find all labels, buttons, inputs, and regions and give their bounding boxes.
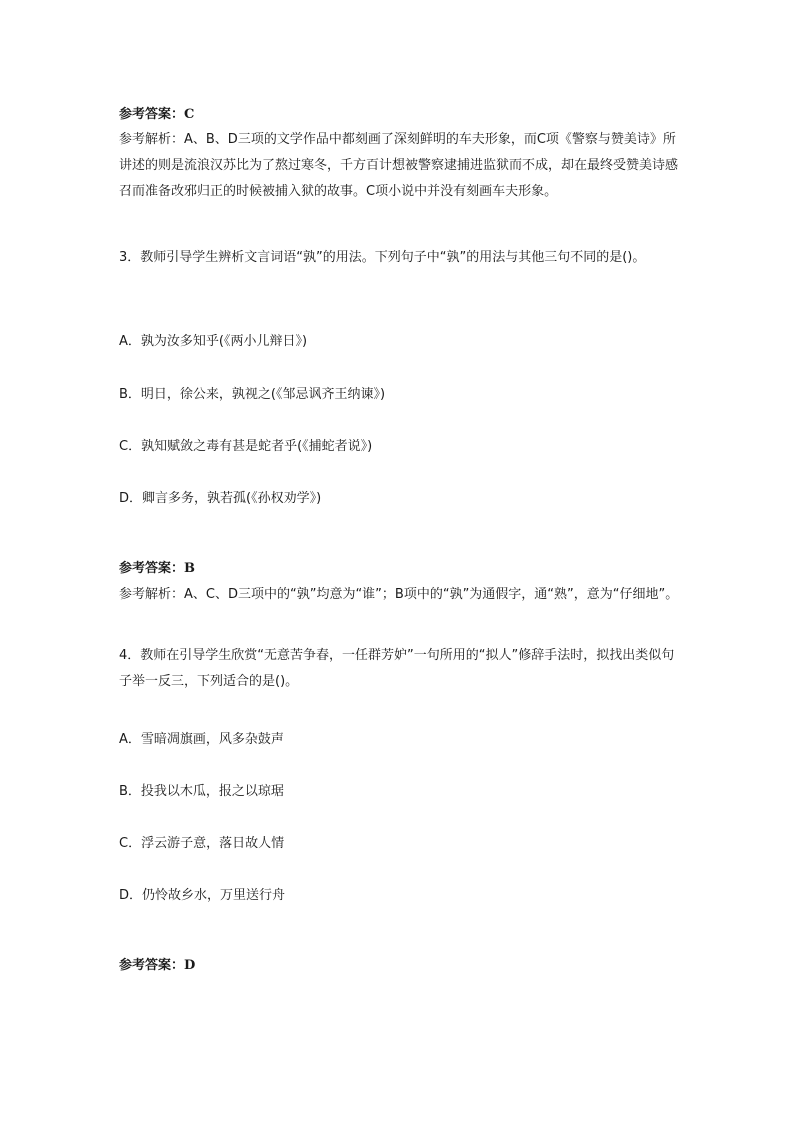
q4-option-a: A．雪暗凋旗画，风多杂鼓声: [119, 732, 284, 747]
q4-option-b: B．投我以木瓜，报之以琼琚: [119, 784, 284, 799]
q4-option-d: D．仍怜故乡水，万里送行舟: [119, 888, 286, 903]
question-4-stem: 4．教师在引导学生欣赏“无意苦争春，一任群芳妒”一句所用的“拟人”修辞手法时，拟找出类似句子举一反三，下列适合的是()。: [119, 648, 675, 689]
answer-q4: 参考答案：D: [119, 958, 196, 973]
q4-option-c: C．浮云游子意，落日故人情: [119, 836, 285, 851]
q3-option-d: D．卿言多务，孰若孤(《孙权劝学》): [119, 491, 322, 506]
analysis-q2: 参考解析：A、B、D三项的文学作品中都刻画了深刻鲜明的车夫形象，而C项《警察与赞美诗》所讲述的则是流浪汉苏比为了熬过寒冬，千方百计想被警察逮捕进监狱而不成，却在最终受赞美诗感召而准备改邪归正的时候被捕入狱的故事。C项小说中并没有刻画车夫形象。: [119, 132, 679, 199]
q3-option-b: B．明日，徐公来，孰视之(《邹忌讽齐王纳谏》): [119, 387, 386, 402]
q3-option-c: C．孰知赋敛之毒有甚是蛇者乎(《捕蛇者说》): [119, 439, 373, 454]
question-3-stem: 3．教师引导学生辨析文言词语“孰”的用法。下列句子中“孰”的用法与其他三句不同的是()。: [119, 250, 646, 265]
analysis-q3: 参考解析：A、C、D三项中的“孰”均意为“谁”；B项中的“孰”为通假字，通“熟”，意为“仔细地”。: [119, 587, 679, 602]
q3-option-a: A．孰为汝多知乎(《两小儿辩日》): [119, 334, 308, 349]
answer-q3: 参考答案：B: [119, 561, 195, 576]
answer-q2: 参考答案：C: [119, 107, 195, 122]
